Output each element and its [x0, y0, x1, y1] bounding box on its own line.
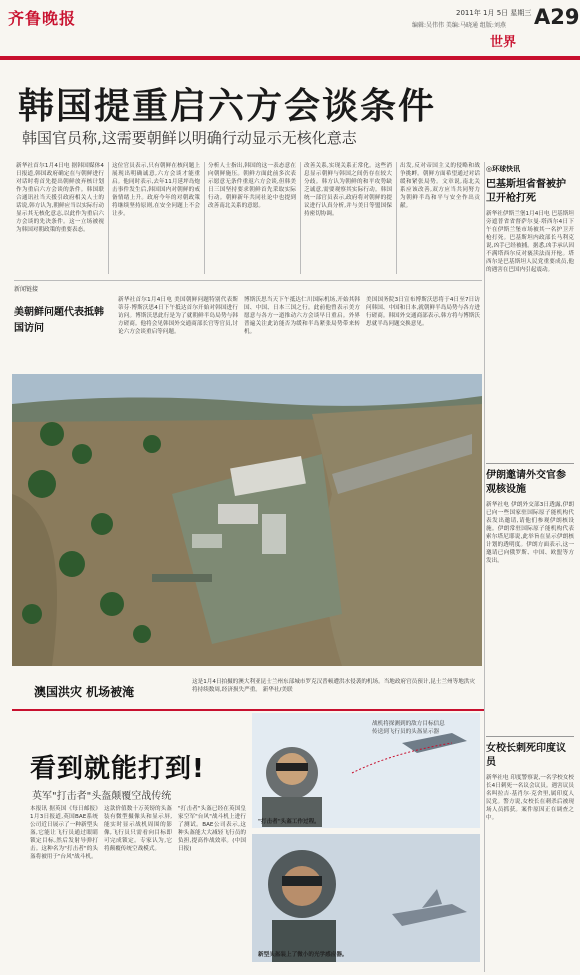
diagram-label: 战机将探测到的敌方目标信息: [372, 721, 445, 727]
diagram-label-2: 传送到飞行员的头盔显示器: [372, 729, 440, 735]
world-briefs-column: [486, 164, 574, 974]
lower-col-3: "打击者"头盔已经在英国皇家空军"台风"战斗机上进行了测试。BAE公司表示,这种头盔能大大减轻飞行员的负担,提高作战效率。(中国日报): [178, 806, 246, 852]
article-col-5: 出发,反对帝国主义的侵略和战争挑衅。朝鲜方面希望通过对话缓和紧张局势。文章说,南北关系应该改善,双方应当共同努力为朝鲜半岛和平与安全作出贡献。: [400, 163, 480, 209]
brief-1-text: 新华社伊斯兰堡1月4日电 巴基斯坦旁遮普省省督萨尔曼·塔西尔4日下午在伊斯兰堡市场被其一名护卫开枪打死。巴基斯坦内政部长马利克说,凶手已经被捕。据悉,凶手承认因不满塔西尔反对亵渎法而开枪。塔西尔是巴基斯坦人民党重要成员,他的遇害在巴国内引起震动。: [486, 211, 574, 273]
photo-caption: 这是1月4日拍摄的澳大利亚昆士兰州东部城市罗克汉普顿遭洪水侵袭的机场。当地政府官员预计,昆士兰州等地洪灾将持续数周,经济损失严重。 新华社/美联: [192, 679, 475, 693]
brief-2-title: 伊朗邀请外交官参观核设施: [486, 470, 566, 495]
brief-2-text: 新华社电 伊朗外交部3日透露,伊朗已向一些国家驻国际原子能机构代表发出邀请,请他们参观伊朗核设施。伊朗常驻国际原子能机构代表索尔塔尼耶说,此举旨在显示伊朗核计划的透明度。伊朗方面表示,这一邀请已向俄罗斯、中国、欧盟等方发出。: [486, 502, 574, 564]
pilot-helmet-photo: [252, 834, 480, 962]
header-rule: [0, 56, 580, 60]
brief-title: 美朝鲜问题代表抵韩国访问: [14, 307, 104, 334]
article-col-4: 改善关系,实现关系正常化。这些消息显示朝鲜与韩国之间仍存在较大分歧。韩方认为朝鲜的和平攻势缺乏诚意,需要观察其实际行动。韩国统一部官员表示,政府将对朝鲜的提议进行认真分析,并与美日等盟国保持密切协调。: [304, 163, 392, 217]
brief-col-3: 美国国务院3日宣布博斯沃思将于4日至7日访问韩国、中国和日本,就朝鲜半岛局势与各方进行磋商。韩国外交通商部表示,韩方将与博斯沃思就半岛问题交换意见。: [366, 297, 480, 327]
article-col-2: 这位官员表示,只有朝鲜在核问题上展现出明确诚意,六方会谈才能重启。他同时表示,去年11月延坪岛炮击事件发生后,韩国国内对朝鲜的戒备情绪上升。政府今年的对朝政策将继续坚持原则,在安全问题上不会让步。: [112, 163, 200, 217]
brief-col-1: 新华社首尔1月4日电 美国朝鲜问题特别代表斯蒂芬·博斯沃思4日下午抵达首尔开始对韩国进行访问。博斯沃思此行是为了就朝鲜半岛局势与韩方磋商。他将会见韩国外交通商部长官等官员,讨论六方会谈重启等问题。: [118, 297, 238, 335]
flood-airport-photo: [12, 374, 482, 666]
article-col-3: 分析人士指出,韩国的这一表态意在向朝鲜施压。朝鲜方面此前多次表示愿意无条件重返六方会谈,但韩美日三国坚持要求朝鲜首先采取实际行动。朝鲜新年共同社论中也提到改善南北关系的意愿。: [208, 163, 296, 209]
brief-1-title: 巴基斯坦省督被护卫开枪打死: [486, 179, 566, 204]
page-number: A29: [534, 5, 580, 29]
photo-title: 澳国洪灾 机场被淹: [34, 685, 135, 699]
main-headline: 韩国提重启六方会谈条件: [18, 86, 437, 127]
lower-col-2: 这款价值数十万英镑的头盔装有微型摄像头和显示屏,能实时显示战机周围的影像,飞行员只需看向目标即可完成锁定。专家认为,它将颠覆传统空战模式。: [104, 806, 172, 852]
lower-col-1: 本报讯 据英国《每日邮报》1月3日报道,英国BAE系统公司近日展示了一种新型头盔,它能让飞行员通过眼睛锁定目标,然后发射导弹打击。这种名为"打击者"的头盔将被用于"台风"战斗机。: [30, 806, 98, 860]
main-subhead: 韩国官员称,这需要朝鲜以明确行动显示无核化意志: [22, 129, 357, 147]
issue-date: 2011年 1月 5日 星期三: [456, 9, 532, 17]
brief-3-title: 女校长刺死印度议员: [486, 743, 566, 768]
world-briefs-tag: ◎环球快讯: [486, 165, 521, 173]
fig-a-caption: "打击者"头盔工作过程。: [258, 819, 320, 825]
helmet-diagram: [252, 713, 480, 828]
masthead-logo: 齐鲁晚报: [8, 9, 77, 28]
brief-col-2: 博斯沃思当天下午抵达仁川国际机场,开始其韩国、中国、日本三国之行。此前他曾表示美方愿意与各方一道推动六方会谈早日重启。外界普遍关注此访能否为缓和半岛紧张局势带来转机。: [244, 297, 360, 335]
lower-headline: 看到就能打到!: [30, 754, 205, 784]
article-col-1: 新华社首尔1月4日电 据韩国媒体4日报道,韩国政府确定在与朝鲜进行对话时将首先提出朝鲜放弃核计划作为重启六方会谈的条件。韩国联合通讯社当天援引政府相关人士的话说,韩方认为,朝鲜应当以实际行动显示其无核化意志,以此作为重启六方会谈的先决条件。这一立场被视为韩国对朝政策的重要表态。: [16, 163, 104, 233]
news-link-tag: 新闻链接: [14, 286, 39, 293]
section-divider: [12, 709, 484, 711]
lower-subhead: 英军"打击者"头盔颠覆空战传统: [32, 791, 172, 802]
brief-3-text: 新华社电 印度警察说,一名学校女校长4日刺死一名议会议员。遇害议员名叫拉吉·基肖尔·克舍里,属印度人民党。警方说,女校长在刺杀后被现场人员抓获。案件原因正在调查之中。: [486, 775, 574, 821]
fig-b-caption: 新型头盔装上了微小的光学感应器。: [258, 952, 348, 958]
staff-credits: 编辑:吴伟伟 美编:马晓通 组版:刘燕: [412, 22, 506, 29]
section-name: 世界: [490, 35, 517, 50]
